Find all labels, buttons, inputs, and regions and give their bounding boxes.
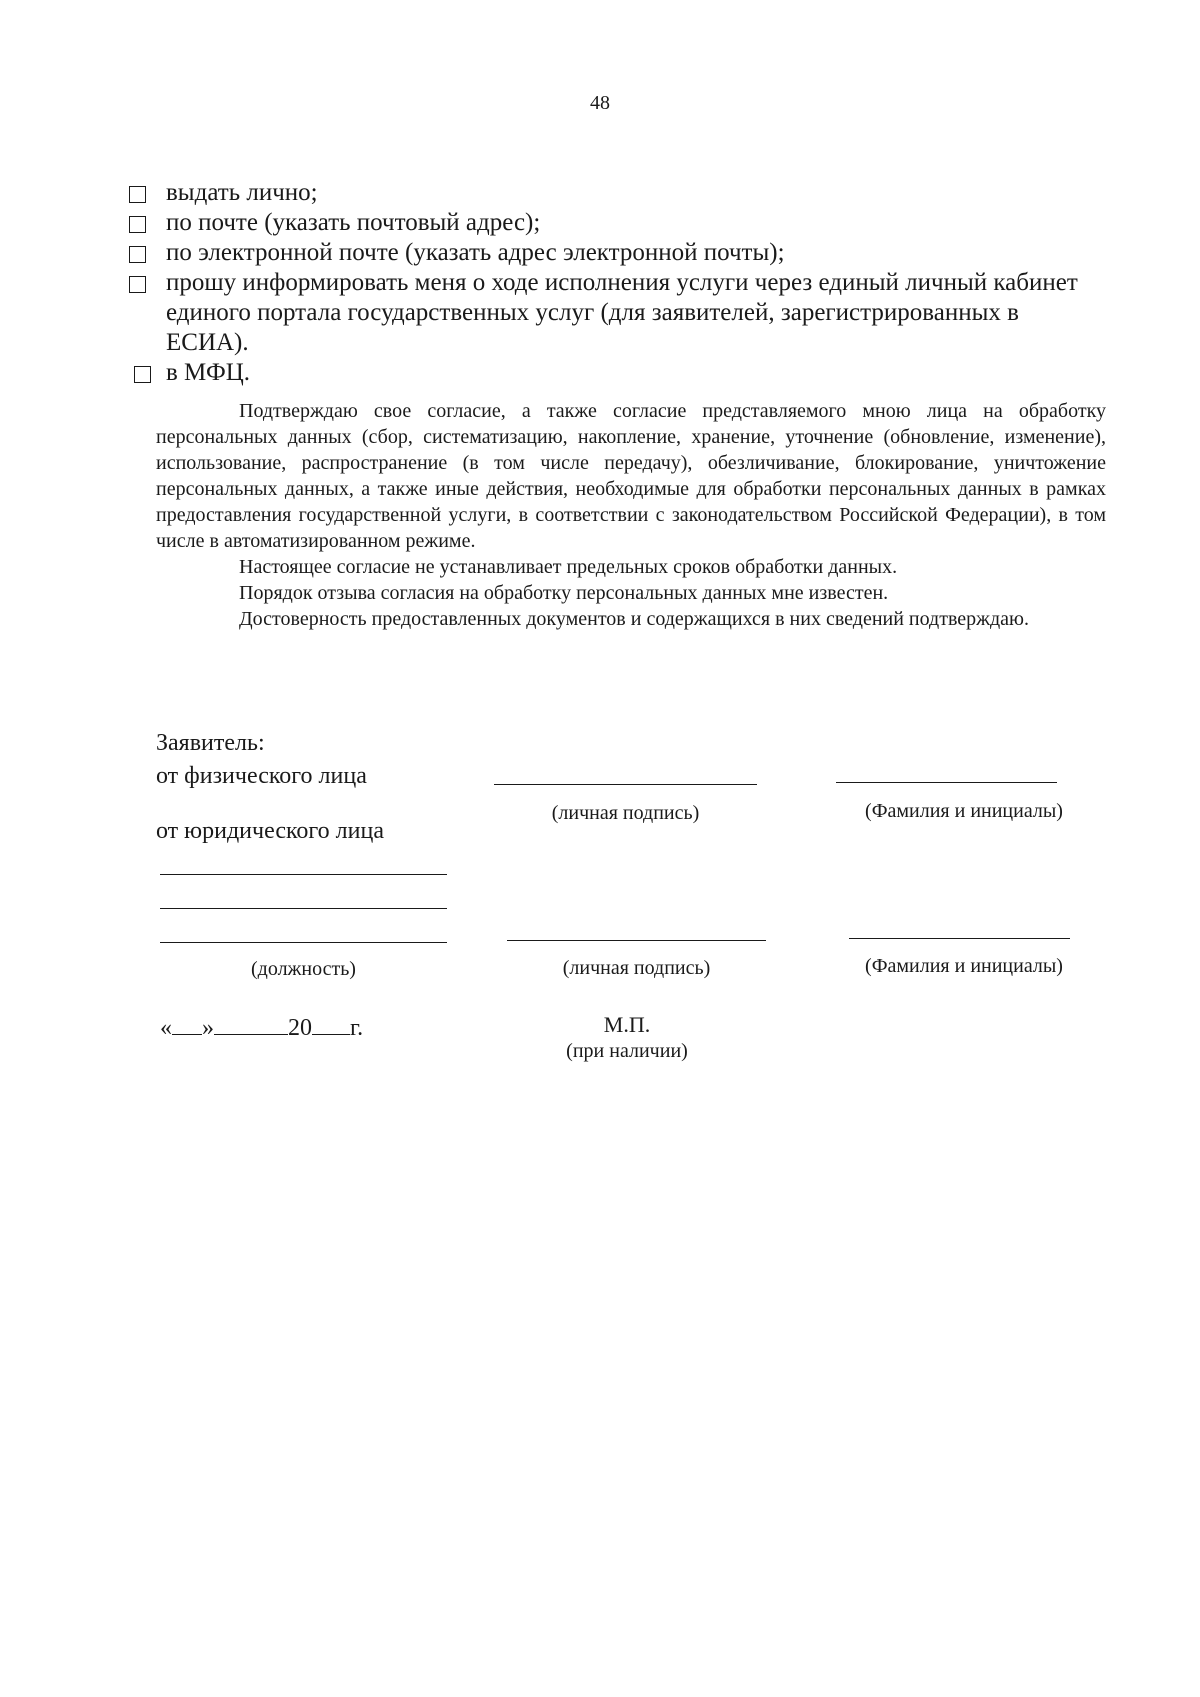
date-field <box>160 1012 363 1042</box>
delivery-option-mfc <box>124 358 1084 388</box>
checkbox-portal[interactable] <box>129 276 146 293</box>
consent-paragraph: Настоящее согласие не устанавливает предельных сроков обработки данных. <box>239 556 898 578</box>
position-line[interactable] <box>160 942 447 943</box>
individual-name-caption: (Фамилия и инициалы) <box>865 800 1063 822</box>
individual-label: от физического лица <box>156 763 367 789</box>
date-month-blank[interactable] <box>214 1012 288 1035</box>
date-year-prefix: 20 <box>288 1015 312 1041</box>
position-caption: (должность) <box>251 958 356 980</box>
legal-signature-line[interactable] <box>507 940 766 941</box>
individual-signature-caption: (личная подпись) <box>551 802 700 824</box>
date-day-blank[interactable] <box>172 1012 202 1035</box>
delivery-option-label: в МФЦ. <box>166 359 251 386</box>
checkbox-email[interactable] <box>129 246 146 263</box>
delivery-option-label: прошу информировать меня о ходе исполнения услуги через единый личный кабинет единого портала государственных услуг (для заявителей, зарегистрированных в ЕСИА). <box>166 269 1078 356</box>
legal-name-caption: (Фамилия и инициалы) <box>865 955 1063 977</box>
consent-paragraph: Порядок отзыва согласия на обработку персональных данных мне известен. <box>239 582 889 604</box>
delivery-option-label: выдать лично; <box>166 179 318 206</box>
delivery-option-email <box>124 238 1084 268</box>
checkbox-mfc[interactable] <box>134 366 151 383</box>
delivery-options-list <box>124 178 1084 388</box>
individual-signature-line[interactable] <box>494 784 757 785</box>
delivery-option-post <box>124 208 1084 238</box>
stamp-note: (при наличии) <box>566 1040 688 1062</box>
page-number: 48 <box>590 92 610 114</box>
checkbox-in-person[interactable] <box>129 186 146 203</box>
legal-entity-line[interactable] <box>160 874 447 875</box>
delivery-option-portal <box>124 268 1084 358</box>
date-year-blank[interactable] <box>312 1012 350 1035</box>
consent-paragraph: Достоверность предоставленных документов и содержащихся в них сведений подтверждаю. <box>239 608 1029 630</box>
delivery-option-label: по электронной почте (указать адрес электронной почты); <box>166 239 785 266</box>
checkbox-post[interactable] <box>129 216 146 233</box>
delivery-option-label: по почте (указать почтовый адрес); <box>166 209 541 236</box>
consent-text <box>156 398 1106 632</box>
stamp-label: М.П. <box>603 1012 651 1037</box>
consent-paragraph: Подтверждаю свое согласие, а также согласие представляемого мною лица на обработку персональных данных (сбор, систематизацию, накопление, хранение, уточнение (обновление, изменение), использование, распространение (в том числе передачу), обезличивание, блокирование, уничтожение персональных данных, а также иные действия, необходимые для обработки персональных данных в рамках предоставления государственной услуги, в соответствии с законодательством Российской Федерации), в том числе в автоматизированном режиме. <box>156 400 1106 552</box>
individual-name-line[interactable] <box>836 782 1057 783</box>
legal-name-line[interactable] <box>849 938 1070 939</box>
applicant-label: Заявитель: <box>156 730 265 756</box>
delivery-option-in-person <box>124 178 1084 208</box>
date-open-quote: « <box>160 1015 172 1041</box>
legal-entity-line[interactable] <box>160 908 447 909</box>
legal-entity-label: от юридического лица <box>156 818 384 844</box>
date-close-quote: » <box>202 1015 214 1041</box>
date-year-suffix: г. <box>350 1015 364 1041</box>
legal-signature-caption: (личная подпись) <box>562 957 711 979</box>
